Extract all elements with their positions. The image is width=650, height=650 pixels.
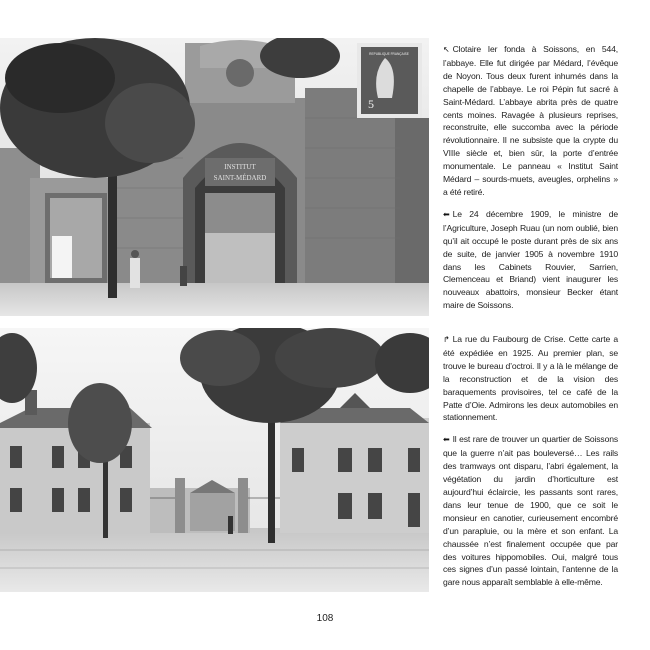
arrow-up-left-icon: ↖ — [443, 45, 450, 54]
caption-paragraph — [443, 208, 618, 312]
arrow-left-icon: ⬅ — [443, 209, 450, 219]
stamp-text: REPUBLIQUE FRANÇAISE — [369, 52, 409, 56]
gate-sign-line2: SAINT-MÉDARD — [213, 174, 267, 182]
abbey-gate-illustration — [0, 38, 429, 316]
photo-faubourg-street — [0, 328, 429, 592]
caption-paragraph — [443, 333, 618, 424]
photo-abbey-gate — [0, 38, 429, 316]
caption-text: Le 24 décembre 1909, le ministre de l’Agriculture, Joseph Ruau (un nom oublié, bien qu’il ait occupé le poste durant près de six ans de suite, de janvier 1905 à novembre 1910 dans les Cabinets Rouvier, Sarrien, Clemenceau et Briand) vient inaugurer les nouveaux abattoirs, monsieur Becker étant maire de Soissons. — [443, 208, 618, 311]
caption-column-bottom — [443, 333, 618, 598]
arrow-up-right-icon: ↱ — [443, 335, 450, 344]
caption-paragraph — [443, 43, 618, 199]
caption-text: Clotaire Ier fonda à Soissons, en 544, l’abbaye. Elle fut dirigée par Médard, l’évêque de Noyon. Tous deux furent inhumés dans la chapelle de l’abbaye. Le roi Pépin fut sacré à Saint-Médard. L’abbaye abrita près de quatre cents moines. Ravagée à plusieurs reprises, reconstruite, elle succomba avec la période révolutionnaire. Il ne subsiste que la crypte du VIIIe siècle et, bien sûr, la porte d’entrée monumentale. Le panneau « Institut Saint Médard – sourds-muets, aveugles, orphelins » a été retiré. — [443, 44, 618, 197]
page-number: 108 — [316, 613, 334, 624]
arrow-left-icon: ⬅ — [443, 435, 450, 445]
gate-sign-line1: INSTITUT — [224, 163, 256, 171]
caption-paragraph — [443, 433, 618, 589]
street-illustration — [0, 328, 429, 592]
caption-text: Il est rare de trouver un quartier de Soissons que la guerre n’ait pas bouleversé… Les rails des tramways ont disparu, l’abri également, la végétation du jardin d’horticulture est aujourd’hui éclaircie, les passants sont rares, dans leur tenue de 1900, que ce soit le monsieur en canotier, curieusement encombré d’un parapluie, ou la mère et son enfant. La chaussée n’est finalement occupée que par des voitures hippomobiles. Oui, malgré tous ces signes d’un passé lointain, l’antenne de la gare nous apparaît semblable à elle-même. — [443, 434, 618, 588]
caption-text: La rue du Faubourg de Crise. Cette carte a été expédiée en 1925. Au premier plan, se trouve le bureau d’octroi. Il y a là le mélange de la reconstruction et de la vision des baraquements provisoires, tel ce café de la Patte d’Oie. Admirons les deux automobiles en stationnement. — [443, 334, 618, 423]
stamp-value: 5 — [368, 97, 374, 111]
postage-stamp — [357, 43, 422, 118]
caption-column-top — [443, 43, 618, 321]
